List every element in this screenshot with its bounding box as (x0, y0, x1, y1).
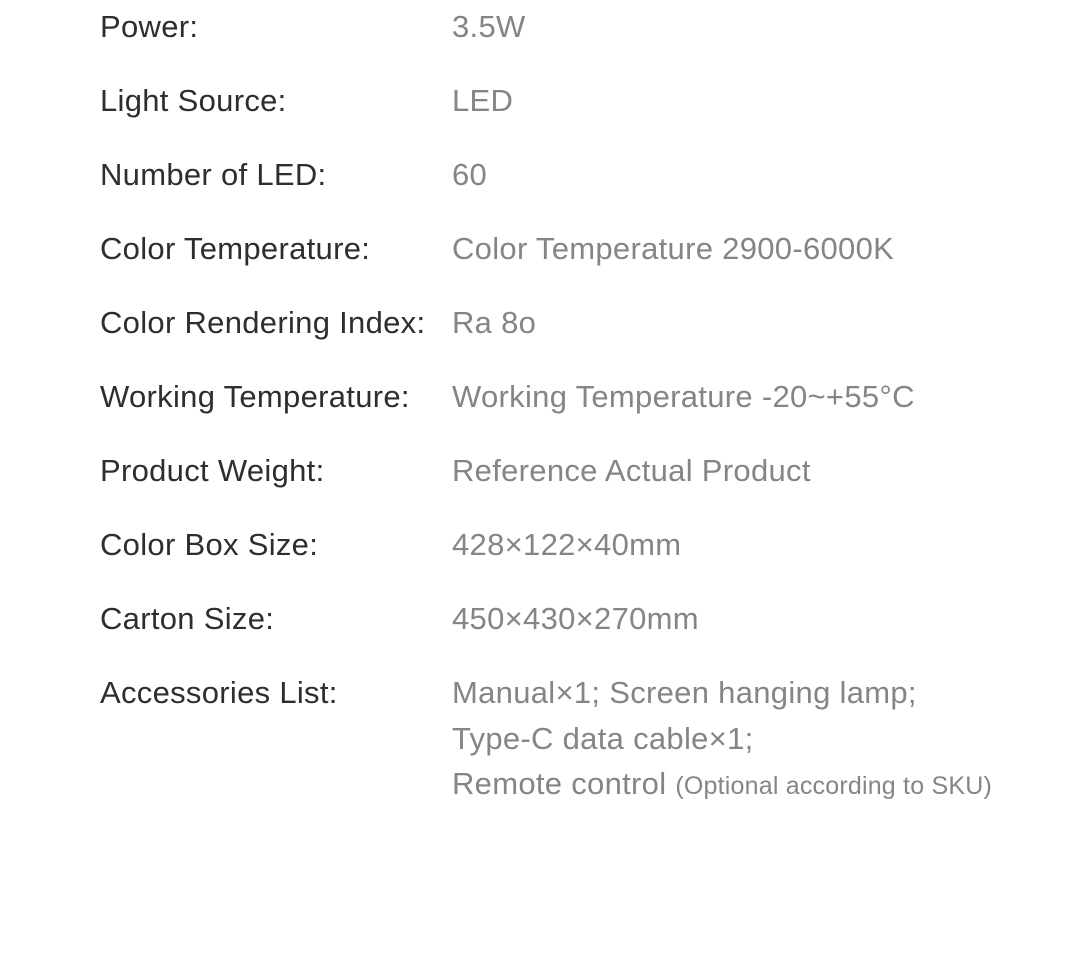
spec-label: Carton Size: (100, 601, 275, 636)
spec-value: 428×122×40mm (452, 527, 682, 562)
spec-label: Accessories List: (100, 675, 338, 710)
spec-label: Product Weight: (100, 453, 325, 488)
accessories-line-3-main: Remote control (452, 766, 667, 801)
spec-row-color-rendering-index (100, 303, 1060, 343)
spec-row-color-box-size (100, 525, 1060, 565)
spec-value: 3.5W (452, 9, 526, 44)
spec-label: Color Box Size: (100, 527, 319, 562)
spec-label: Color Temperature: (100, 231, 371, 266)
spec-row-light-source (100, 81, 1060, 121)
spec-label: Light Source: (100, 83, 287, 118)
spec-value: Working Temperature -20~+55°C (452, 379, 915, 414)
accessories-line-2: Type-C data cable×1; (452, 721, 754, 756)
spec-row-color-temperature (100, 229, 1060, 269)
spec-row-working-temperature (100, 377, 1060, 417)
spec-label: Color Rendering Index: (100, 305, 426, 340)
spec-label: Power: (100, 9, 199, 44)
spec-row-accessories-list (100, 673, 1060, 809)
spec-value: LED (452, 83, 514, 118)
spec-row-number-of-led (100, 155, 1060, 195)
spec-value: 60 (452, 157, 488, 192)
accessories-line-3 (452, 761, 992, 809)
spec-label: Working Temperature: (100, 379, 410, 414)
accessories-line-1: Manual×1; Screen hanging lamp; (452, 675, 917, 710)
spec-label: Number of LED: (100, 157, 327, 192)
spec-value: Ra 8o (452, 305, 537, 340)
spec-value: Reference Actual Product (452, 453, 811, 488)
spec-value: 450×430×270mm (452, 601, 699, 636)
spec-row-power (100, 7, 1060, 47)
accessories-line-3-note: (Optional according to SKU) (675, 772, 992, 800)
spec-row-product-weight (100, 451, 1060, 491)
spec-value (452, 673, 992, 809)
spec-value: Color Temperature 2900-6000K (452, 231, 895, 266)
spec-row-carton-size (100, 599, 1060, 639)
